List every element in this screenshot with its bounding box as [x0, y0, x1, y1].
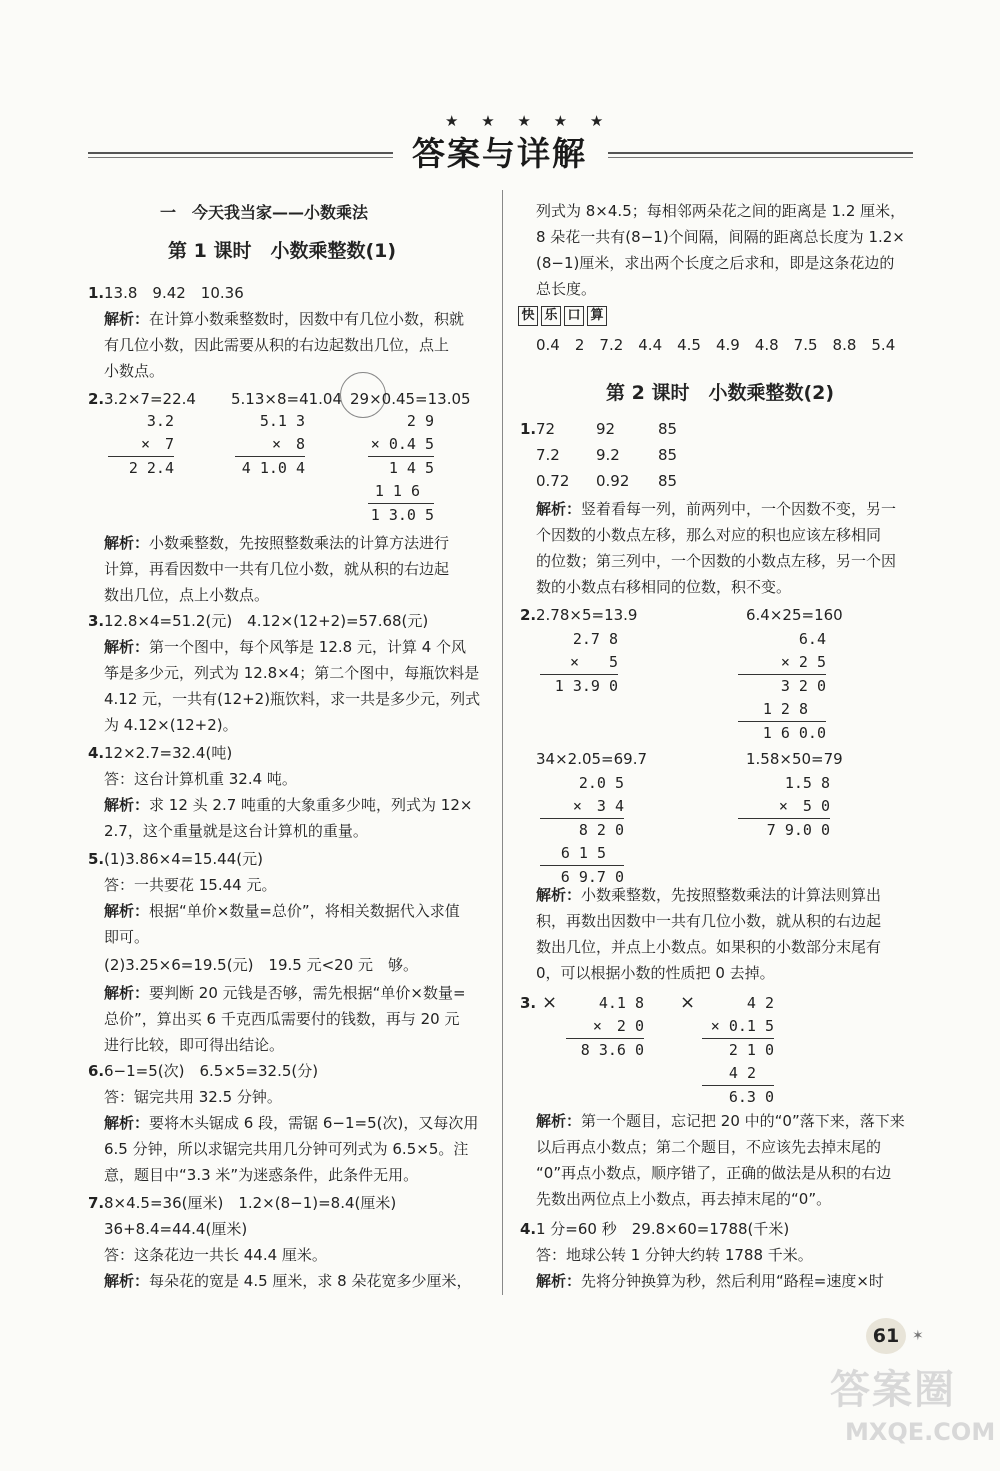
analysis-text: “0”再点小数点，顺序错了，正确的做法是从积的右边: [536, 1164, 892, 1182]
analysis: [104, 634, 466, 660]
equation: 6.4×25=160: [746, 606, 843, 624]
calc-row: 8 3.6 0: [580, 1041, 644, 1059]
analysis: [104, 1110, 478, 1136]
vertical-calculation: [540, 628, 618, 698]
badge-char: 乐: [541, 306, 561, 326]
analysis-text: 竖着看每一列，前两列中，一个因数不变，另一: [581, 500, 897, 518]
answer: 36+8.4=44.4(厘米): [104, 1220, 248, 1238]
calc-row: 4 2: [702, 1062, 774, 1086]
calc-row: 8 2 0: [578, 821, 624, 839]
question-number: 2.: [520, 606, 537, 624]
question-number: 4.: [88, 744, 105, 762]
answer-cell: 72: [536, 420, 556, 438]
analysis: [104, 792, 472, 818]
calc-row: 1 3.0 5: [370, 506, 434, 524]
answer-cell: 85: [658, 446, 678, 464]
analysis-text: 计算，再看因数中一共有几位小数，就从积的右边起: [104, 560, 450, 578]
analysis-text: (8−1)厘米，求出两个长度之后求和，即是这条花边的: [536, 254, 895, 272]
analysis-text: 有几位小数，因此需要从积的右边起数出几位，点上: [104, 336, 450, 354]
vertical-calculation: [738, 772, 830, 842]
wrong-mark: ×: [680, 992, 696, 1013]
question-number: 4.: [520, 1220, 537, 1238]
answer: 1 分=60 秒 29.8×60=1788(千米): [536, 1220, 790, 1238]
calc-row: 7 9.0 0: [766, 821, 830, 839]
analysis-text: 要判断 20 元钱是否够，需先根据“单价×数量=: [149, 984, 466, 1002]
analysis-text: 积，再数出因数中一共有几位小数，就从积的右边起: [536, 912, 882, 930]
analysis-text: 意，题目中“3.3 米”为迷惑条件，此条件无用。: [104, 1166, 419, 1184]
calc-row: × 3 4: [540, 795, 624, 819]
analysis-text: 为 4.12×(12+2)。: [104, 716, 238, 734]
analysis-text: 第一个图中，每个风筝是 12.8 元，计算 4 个风: [149, 638, 467, 656]
analysis-text: 以后再点小数点；第二个题目，不应该先去掉末尾的: [536, 1138, 882, 1156]
analysis-text: 筝是多少元，列式为 12.8×4；第二个图中，每瓶饮料是: [104, 664, 480, 682]
analysis-label: 解析：: [104, 984, 150, 1002]
analysis-text: 0，可以根据小数的性质把 0 去掉。: [536, 964, 775, 982]
answer-statement: 答：锯完共用 32.5 分钟。: [104, 1088, 282, 1106]
analysis-text: 第一个题目，忘记把 20 中的“0”落下来，落下来: [581, 1112, 905, 1130]
answer-cell: 0.92: [596, 472, 630, 490]
calc-row: × 2 5: [738, 651, 826, 675]
calc-row: 5.1 3: [259, 412, 305, 430]
vertical-calculation: [235, 410, 305, 480]
title-rule-right: [608, 152, 913, 154]
analysis-text: 先将分钟换算为秒，然后利用“路程=速度×时: [581, 1272, 884, 1290]
watermark-logo: 答案圈: [830, 1367, 956, 1413]
question-number: 5.: [88, 850, 105, 868]
answer-cell: 85: [658, 472, 678, 490]
calc-row: 6.4: [798, 630, 826, 648]
answer: (2)3.25×6=19.5(元) 19.5 元<20 元 够。: [104, 956, 419, 974]
calc-row: × 2 0: [566, 1015, 644, 1039]
quick-calc-badge: [518, 306, 607, 326]
analysis-text: 数的小数点右移相同的位数，积不变。: [536, 578, 792, 596]
analysis-text: 数出几位，并点上小数点。如果积的小数部分末尾有: [536, 938, 882, 956]
answer-cell: 7.2: [536, 446, 560, 464]
unit-title: 一 今天我当家——小数乘法: [160, 203, 369, 222]
calc-row: × 5: [540, 651, 618, 675]
analysis-text: 在计算小数乘整数时，因数中有几位小数，积就: [149, 310, 465, 328]
analysis-text: 2.7，这个重量就是这台计算机的重量。: [104, 822, 368, 840]
question-number: 3.: [520, 994, 537, 1012]
vertical-calculation: [566, 992, 644, 1062]
question-number: 7.: [88, 1194, 105, 1212]
analysis-text: 的位数；第三列中，一个因数的小数点左移，另一个因: [536, 552, 897, 570]
title-rule-right-thin: [608, 157, 913, 158]
answer-statement: 答：地球公转 1 分钟大约转 1788 千米。: [536, 1246, 813, 1264]
calc-row: 2.0 5: [578, 774, 624, 792]
calc-row: 2 9: [406, 412, 434, 430]
vertical-calculation: [368, 410, 434, 527]
calc-row: 1 3.9 0: [554, 677, 618, 695]
watermark-url: MXQE.COM: [845, 1418, 996, 1446]
calc-row: 1.5 8: [784, 774, 830, 792]
calc-row: 4.1 8: [598, 994, 644, 1012]
column-divider: [502, 190, 503, 1295]
calc-row: × 5 0: [738, 795, 830, 819]
analysis: [536, 1108, 905, 1134]
calc-row: 3 2 0: [780, 677, 826, 695]
analysis-label: 解析：: [104, 638, 150, 656]
analysis-label: 解析：: [536, 500, 582, 518]
vertical-calculation: [702, 992, 774, 1109]
answer-cell: 85: [658, 420, 678, 438]
analysis-text: 个因数的小数点左移，那么对应的积也应该左移相同: [536, 526, 882, 544]
equation: 1.58×50=79: [746, 750, 843, 768]
calc-row: 4 1.0 4: [241, 459, 305, 477]
analysis: [104, 980, 466, 1006]
analysis-label: 解析：: [536, 886, 582, 904]
answer: 13.8 9.42 10.36: [104, 284, 244, 302]
page-number: 61: [866, 1318, 906, 1354]
analysis-text: 小数乘整数，先按照整数乘法的计算方法进行: [149, 534, 450, 552]
analysis-text: 根据“单价×数量=总价”，将相关数据代入求值: [149, 902, 460, 920]
title-stars: ★ ★ ★ ★ ★: [445, 112, 613, 130]
analysis-text: 8 朵花一共有(8−1)个间隔，间隔的距离总长度为 1.2×: [536, 228, 905, 246]
question-number: 1.: [520, 420, 537, 438]
analysis-label: 解析：: [536, 1272, 582, 1290]
analysis-text: 进行比较，即可得出结论。: [104, 1036, 285, 1054]
analysis-text: 即可。: [104, 928, 150, 946]
question-number: 2.: [88, 390, 105, 408]
answer: 8×4.5=36(厘米) 1.2×(8−1)=8.4(厘米): [104, 1194, 397, 1212]
analysis: [104, 530, 449, 556]
answer-statement: 答：这条花边一共长 44.4 厘米。: [104, 1246, 327, 1264]
badge-char: 快: [518, 306, 538, 326]
lesson-title: 第 1 课时 小数乘整数(1): [168, 240, 397, 262]
title-rule-left: [88, 152, 393, 154]
analysis-text: 小数乘整数，先按照整数乘法的计算法则算出: [581, 886, 882, 904]
analysis-text: 每朵花的宽是 4.5 厘米，求 8 朵花宽多少厘米，: [149, 1272, 472, 1290]
analysis: [536, 496, 896, 522]
vertical-calculation: [738, 628, 826, 745]
calc-row: 4 2: [746, 994, 774, 1012]
analysis-text: 4.12 元，一共有(12+2)瓶饮料，求一共是多少元，列式: [104, 690, 481, 708]
wrong-mark: ×: [542, 992, 558, 1013]
question-number: 1.: [88, 284, 105, 302]
quick-calc-answers: 0.4 2 7.2 4.4 4.5 4.9 4.8 7.5 8.8 5.4: [536, 336, 896, 354]
calc-row: 3.2: [146, 412, 174, 430]
analysis: [536, 1268, 884, 1294]
calc-row: 2 2.4: [128, 459, 174, 477]
calc-row: 1 2 8: [738, 698, 826, 722]
analysis-text: 数出几位，点上小数点。: [104, 586, 270, 604]
analysis-text: 要将木头锯成 6 段，需锯 6−1=5(次)，又每次用: [149, 1114, 479, 1132]
star-icon: ✶: [912, 1328, 924, 1344]
calc-row: × 0.1 5: [702, 1015, 774, 1039]
analysis-text: 总价”，算出买 6 千克西瓜需要付的钱数，再与 20 元: [104, 1010, 460, 1028]
equation: 29×0.45=13.05: [350, 390, 471, 408]
analysis: [104, 306, 464, 332]
answer-cell: 92: [596, 420, 616, 438]
calc-row: 1 4 5: [388, 459, 434, 477]
analysis-text: 列式为 8×4.5；每相邻两朵花之间的距离是 1.2 厘米，: [536, 202, 906, 220]
answer: (1)3.86×4=15.44(元): [104, 850, 263, 868]
answer-statement: 答：一共要花 15.44 元。: [104, 876, 277, 894]
analysis-label: 解析：: [536, 1112, 582, 1130]
calc-row: × 0.4 5: [368, 433, 434, 457]
vertical-calculation: [108, 410, 174, 480]
calc-row: 6.3 0: [728, 1088, 774, 1106]
analysis-text: 6.5 分钟，所以求锯完共用几分钟可列式为 6.5×5。注: [104, 1140, 469, 1158]
calc-row: 2.7 8: [572, 630, 618, 648]
equation: 2.78×5=13.9: [536, 606, 638, 624]
answer: 12×2.7=32.4(吨): [104, 744, 233, 762]
answer-cell: 0.72: [536, 472, 570, 490]
question-number: 3.: [88, 612, 105, 630]
analysis-text: 总长度。: [536, 280, 597, 298]
badge-char: 算: [587, 306, 607, 326]
analysis-label: 解析：: [104, 310, 150, 328]
answer-cell: 9.2: [596, 446, 620, 464]
analysis-label: 解析：: [104, 796, 150, 814]
calc-row: × 8: [235, 433, 305, 457]
analysis-label: 解析：: [104, 902, 150, 920]
calc-row: × 7: [108, 433, 174, 457]
analysis: [104, 898, 460, 924]
title-rule-left-thin: [88, 157, 393, 158]
calc-row: 6 1 5: [540, 842, 624, 866]
question-number: 6.: [88, 1062, 105, 1080]
calc-row: 1 6 0.0: [762, 724, 826, 742]
answer: 6−1=5(次) 6.5×5=32.5(分): [104, 1062, 319, 1080]
calc-row: 2 1 0: [728, 1041, 774, 1059]
analysis-label: 解析：: [104, 534, 150, 552]
equation: 34×2.05=69.7: [536, 750, 648, 768]
calc-row: 6 9.7 0: [560, 868, 624, 886]
equation: 3.2×7=22.4: [104, 390, 196, 408]
analysis-label: 解析：: [104, 1272, 150, 1290]
answer: 12.8×4=51.2(元) 4.12×(12+2)=57.68(元): [104, 612, 429, 630]
analysis-text: 先数出两位点上小数点，再去掉末尾的“0”。: [536, 1190, 832, 1208]
equation: 5.13×8=41.04: [231, 390, 343, 408]
analysis-text: 小数点。: [104, 362, 165, 380]
analysis-text: 求 12 头 2.7 吨重的大象重多少吨，列式为 12×: [149, 796, 473, 814]
vertical-calculation: [540, 772, 624, 889]
calc-row: 1 1 6: [368, 480, 434, 504]
analysis-label: 解析：: [104, 1114, 150, 1132]
badge-char: 口: [564, 306, 584, 326]
analysis: [536, 882, 881, 908]
analysis: [104, 1268, 472, 1294]
answer-statement: 答：这台计算机重 32.4 吨。: [104, 770, 297, 788]
page-title: 答案与详解: [412, 134, 587, 173]
lesson-title: 第 2 课时 小数乘整数(2): [606, 382, 835, 404]
